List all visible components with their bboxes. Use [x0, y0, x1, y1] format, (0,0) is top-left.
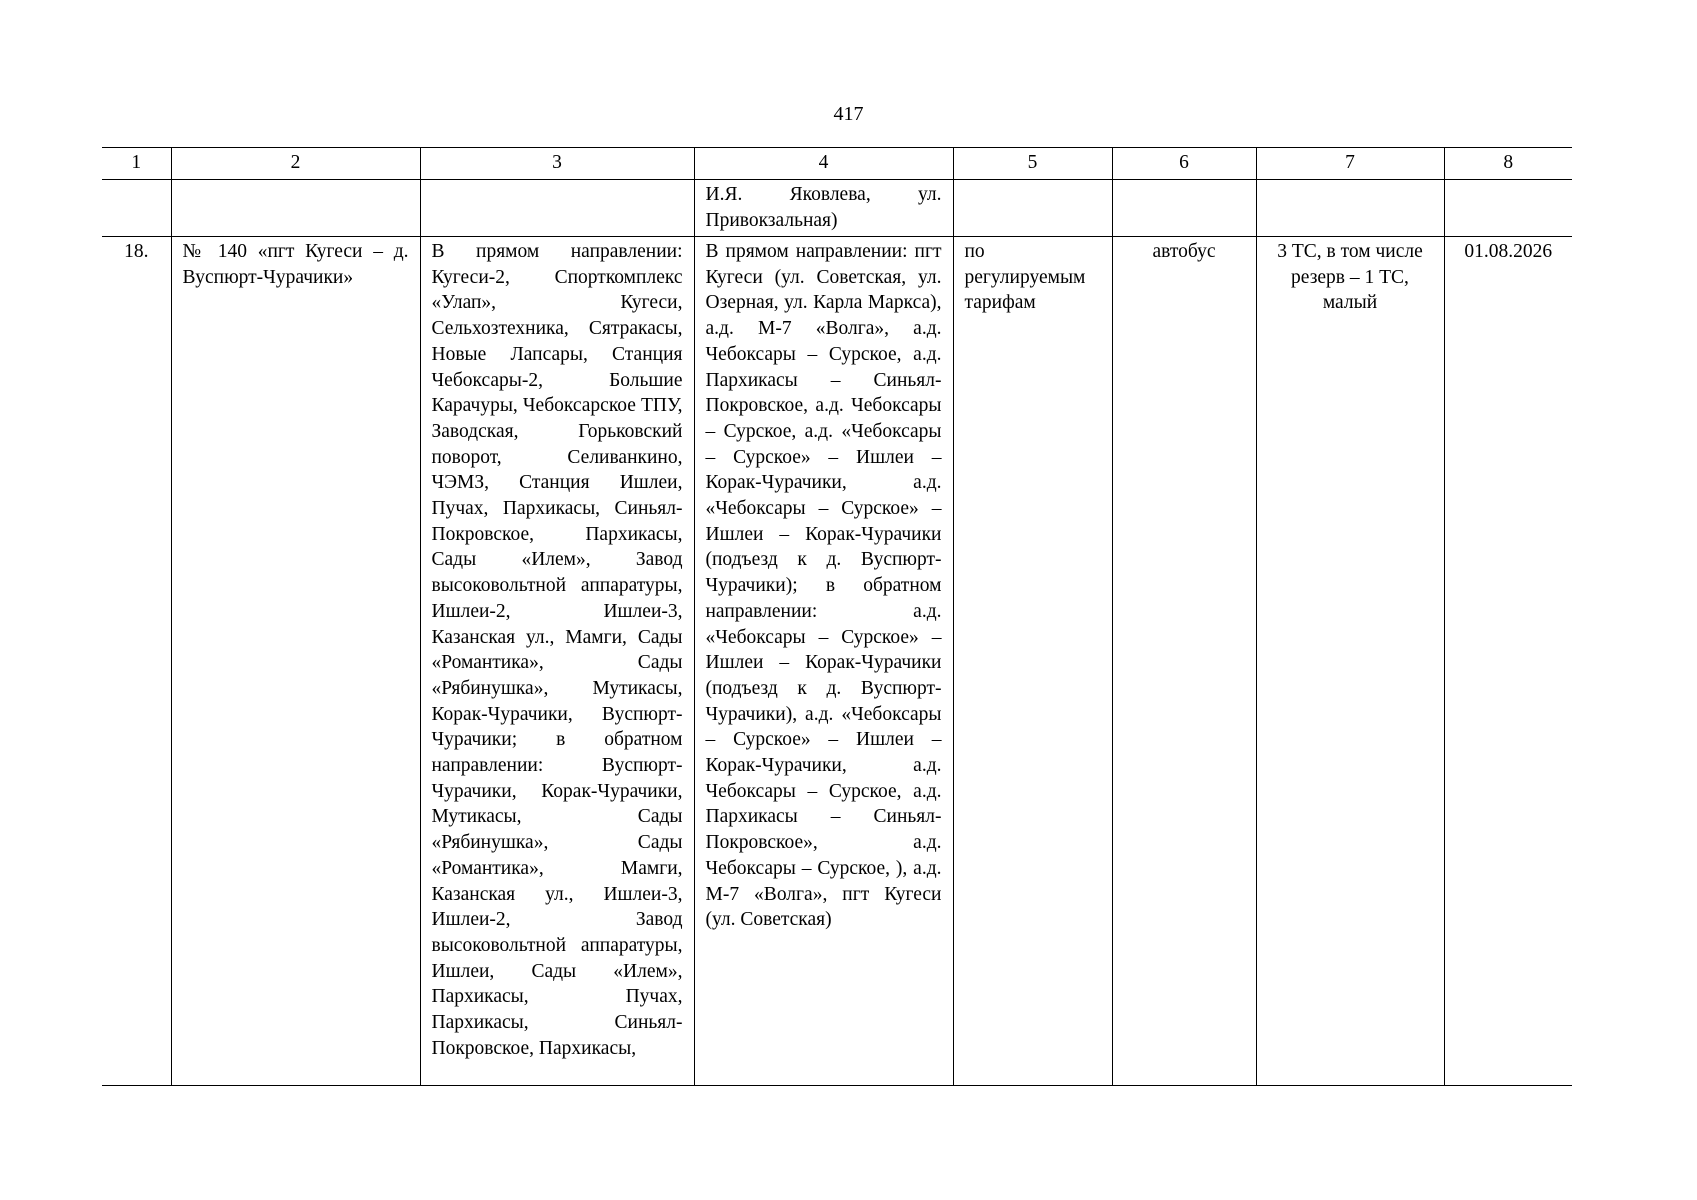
col-header-7: 7 — [1256, 148, 1444, 180]
cell-empty — [1256, 180, 1444, 237]
cell-empty — [171, 180, 420, 237]
col-header-4: 4 — [694, 148, 953, 180]
cell-tariff: по регулируемым тарифам — [953, 237, 1112, 1086]
col-header-8: 8 — [1444, 148, 1572, 180]
cell-start-date: 01.08.2026 — [1444, 237, 1572, 1086]
col-header-2: 2 — [171, 148, 420, 180]
cell-route-name: № 140 «пгт Кугеси – д. Вуспюрт-Чурачики» — [171, 237, 420, 1086]
col-header-3: 3 — [420, 148, 694, 180]
cell-row-number: 18. — [102, 237, 171, 1086]
cell-streets-continuation: И.Я. Яковлева, ул. Привокзальная) — [694, 180, 953, 237]
cell-empty — [1112, 180, 1256, 237]
table-row-18 — [102, 237, 1572, 1086]
header-row — [102, 148, 1572, 180]
cell-stops: В прямом направлении: Кугеси-2, Спорткомплекс «Улап», Кугеси, Сельхозтехника, Сятракасы, Новые Лапсары, Станция Чебоксары-2, Большие Карачуры, Чебоксарское ТПУ, Заводская, Горьковский поворот, Селиванкино, ЧЭМЗ, Станция Ишлеи, Пучах, Пархикасы, Синьял-Покровское, Пархикасы, Сады «Илем», Завод высоковольтной аппаратуры, Ишлеи-2, Ишлеи-3, Казанская ул., Мамги, Сады «Романтика», Сады «Рябинушка», Мутикасы, Корак-Чурачики, Вуспюрт-Чурачики; в обратном направлении: Вуспюрт-Чурачики, Корак-Чурачики, Мутикасы, Сады «Рябинушка», Сады «Романтика», Мамги, Казанская ул., Ишлеи-3, Ишлеи-2, Завод высоковольтной аппаратуры, Ишлеи, Сады «Илем», Пархикасы, Пучах, Пархикасы, Синьял-Покровское, Пархикасы, — [420, 237, 694, 1086]
cell-empty — [1444, 180, 1572, 237]
route-register-table — [102, 147, 1572, 1086]
col-header-5: 5 — [953, 148, 1112, 180]
cell-vehicle-count: 3 ТС, в том числе резерв – 1 ТС, малый — [1256, 237, 1444, 1086]
page-number: 417 — [833, 103, 864, 125]
col-header-6: 6 — [1112, 148, 1256, 180]
cell-empty — [102, 180, 171, 237]
table-row-continuation — [102, 180, 1572, 237]
cell-vehicle-type: автобус — [1112, 237, 1256, 1086]
cell-empty — [420, 180, 694, 237]
cell-empty — [953, 180, 1112, 237]
cell-streets: В прямом направлении: пгт Кугеси (ул. Советская, ул. Озерная, ул. Карла Маркса), а.д. М-7 «Волга», а.д. Чебоксары – Сурское, а.д. Пархикасы – Синьял-Покровское, а.д. Чебоксары – Сурское, а.д. «Чебоксары – Сурское» – Ишлеи – Корак-Чурачики, а.д. «Чебоксары – Сурское» – Ишлеи – Корак-Чурачики (подъезд к д. Вуспюрт-Чурачики); в обратном направлении: а.д. «Чебоксары – Сурское» – Ишлеи – Корак-Чурачики (подъезд к д. Вуспюрт-Чурачики), а.д. «Чебоксары – Сурское» – Ишлеи – Корак-Чурачики, а.д. Чебоксары – Сурское, а.д. Пархикасы – Синьял-Покровское», а.д. Чебоксары – Сурское, ), а.д. М-7 «Волга», пгт Кугеси (ул. Советская) — [694, 237, 953, 1086]
col-header-1: 1 — [102, 148, 171, 180]
